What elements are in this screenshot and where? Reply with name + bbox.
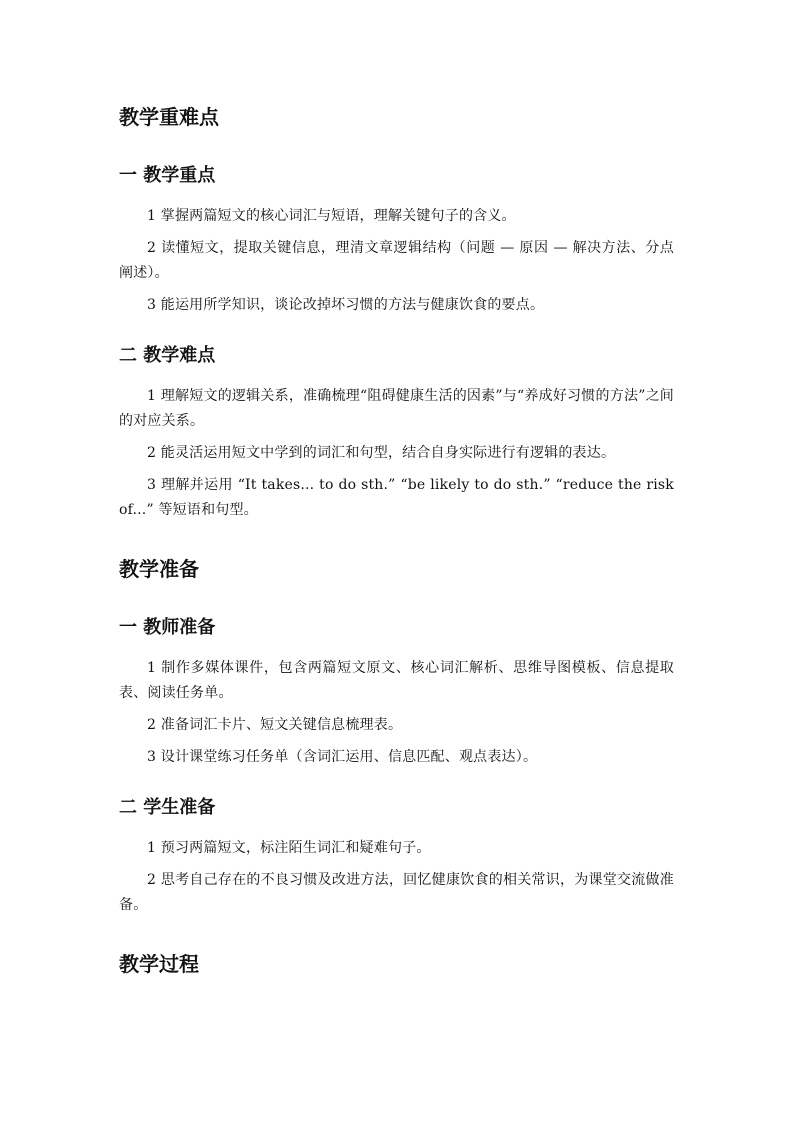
paragraph-teacher-prep-1: 1 制作多媒体课件，包含两篇短文原文、核心词汇解析、思维导图模板、信息提取表、阅读任务单。: [119, 660, 674, 701]
subsection-title-teacher-preparation: 一 教师准备: [119, 617, 216, 638]
section-title-key-difficult-points: 教学重难点: [119, 105, 219, 129]
paragraph-key-point-2: 2 读懂短文，提取关键信息，理清文章逻辑结构（问题 — 原因 — 解决方法、分点阐述）。: [119, 240, 674, 281]
paragraph-key-point-1: 1 掌握两篇短文的核心词汇与短语，理解关键句子的含义。: [147, 208, 516, 224]
paragraph-difficult-point-2: 2 能灵活运用短文中学到的词汇和句型，结合自身实际进行有逻辑的表达。: [147, 445, 616, 461]
paragraph-student-prep-1: 1 预习两篇短文，标注陌生词汇和疑难句子。: [147, 840, 431, 856]
subsection-title-key-points: 一 教学重点: [119, 165, 216, 186]
subsection-title-difficult-points: 二 教学难点: [119, 345, 216, 366]
paragraph-student-prep-2: 2 思考自己存在的不良习惯及改进方法，回忆健康饮食的相关常识，为课堂交流做准备。: [119, 872, 674, 913]
paragraph-key-point-3: 3 能运用所学知识，谈论改掉坏习惯的方法与健康饮食的要点。: [147, 297, 545, 313]
subsection-title-student-preparation: 二 学生准备: [119, 797, 216, 818]
paragraph-teacher-prep-3: 3 设计课堂练习任务单（含词汇运用、信息匹配、观点表达）。: [147, 749, 538, 765]
paragraph-difficult-point-3: 3 理解并运用 “It takes... to do sth.” “be likely to do sth.” “reduce the risk of...” 等短语和句型。: [119, 477, 674, 518]
paragraph-teacher-prep-2: 2 准备词汇卡片、短文关键信息梳理表。: [147, 717, 403, 733]
section-title-teaching-preparation: 教学准备: [119, 557, 199, 581]
section-title-teaching-process: 教学过程: [119, 952, 199, 976]
paragraph-difficult-point-1: 1 理解短文的逻辑关系，准确梳理“阻碍健康生活的因素”与“养成好习惯的方法”之间的对应关系。: [119, 388, 674, 429]
document-content: [119, 102, 674, 979]
